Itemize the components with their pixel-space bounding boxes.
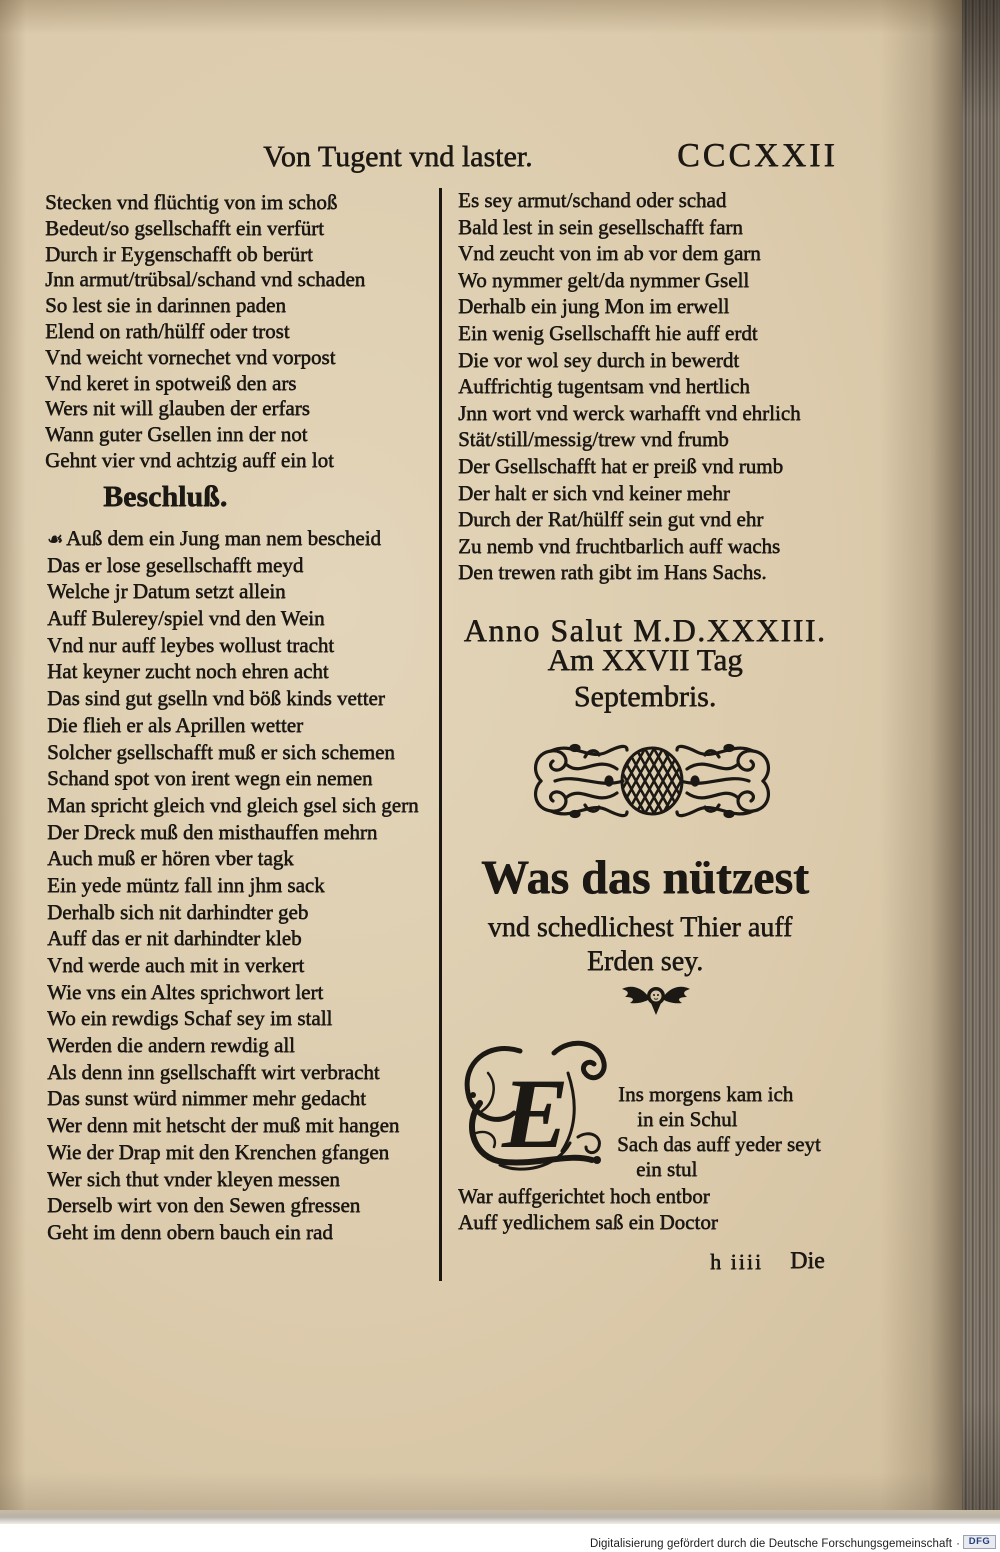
signature-mark: h iiii [710,1249,763,1274]
folio-number: CCCXXII [677,137,838,174]
verse-line: Auffrichtig tugentsam vnd hertlich [458,374,750,399]
right-column-verses [458,187,801,586]
poem-title: Was das nützest [480,851,810,904]
verse-line: Das sunst würd nimmer mehr gedacht [47,1086,367,1111]
verse-line: Wie vns ein Altes sprichwort lert [47,979,324,1004]
verse-line: Bald lest in sein gesellschafft farn [458,214,743,239]
verse-line: Man spricht gleich vnd gleich gsel sich gern [47,792,419,817]
verse-line: Auff das er nit darhindter kleb [47,926,302,951]
poem-line: in ein Schul [637,1107,738,1131]
verse-line: Die flieh er als Aprillen wetter [47,712,303,737]
verse-line: Derselb wirt von den Sewen gfressen [47,1193,361,1218]
verse-line: Schand spot von irent wegn ein nemen [47,766,373,791]
decorated-initial [458,1033,618,1175]
poem-line: War auffgerichtet hoch entbor [458,1184,710,1208]
verse-line: Das er lose gesellschafft meyd [47,552,304,577]
verse-line: Wo nymmer gelt/da nymmer Gsell [458,267,750,292]
poem-title-line-3: Erden sey. [586,946,704,977]
book-page-edges [962,0,1000,1518]
verse-line: Auch muß er hören vber tagk [47,846,294,871]
poem-line: Sach das auff yeder seyt [617,1132,821,1156]
verse-line: Bedeut/so gsellschafft ein verfürt [45,215,324,240]
section-heading: Beschluß. [103,480,228,513]
verse-line: Der halt er sich vnd keiner mehr [458,480,730,505]
scan-border [0,1510,1000,1524]
winged-head-ornament [620,982,692,1016]
verse-line: Der Gsellschafft hat er preiß vnd rumb [458,453,784,478]
catchword: Die [790,1248,825,1274]
verse-line: Ein yede müntz fall inn jhm sack [47,872,325,897]
colophon-year: Anno Salut M.D.XXXIII. [463,612,827,648]
credit-bar [0,1524,1000,1552]
fleuron-icon [47,526,66,553]
verse-line: Vnd nur auff leybes wollust tracht [47,632,335,657]
verse-line: Wers nit will glauben der erfars [45,396,310,421]
poem-title-line-2: vnd schedlichest Thier auff [487,912,793,943]
verse-line: Wer sich thut vnder kleyen messen [47,1166,340,1191]
verse-line: Durch der Rat/hülff sein gut vnd ehr [458,507,764,532]
verse-line: Hat keyner zucht noch ehren acht [47,659,329,684]
verse-line [47,525,419,552]
poem-line: ein stul [636,1157,698,1181]
verse-line: Auff Bulerey/spiel vnd den Wein [47,606,325,631]
verse-line: Das sind gut gselln vnd böß kinds vetter [47,686,385,711]
verse-line: So lest sie in darinnen paden [45,293,286,318]
verse-line: Gehnt vier vnd achtzig auff ein lot [45,447,334,472]
verse-line: Stecken vnd flüchtig von im schoß [45,190,338,214]
verse-line: Wer denn mit hetscht der muß mit hangen [47,1113,400,1138]
verse-line: Wo ein rewdigs Schaf sey im stall [47,1006,333,1031]
verse-line: Der Dreck muß den misthauffen mehrn [47,819,378,844]
verse-line: Vnd keret in spotweiß den ars [45,370,297,395]
poem-line: Ins morgens kam ich [618,1082,794,1106]
verse-line: Vnd werde auch mit in verkert [47,953,305,977]
colophon-day: Am XXVII Tag [547,642,743,677]
knotwork-ornament [527,735,777,827]
verse-line: Zu nemb vnd fruchtbarlich auff wachs [458,533,781,558]
verse-line: Den trewen rath gibt im Hans Sachs. [458,560,767,585]
verse-line: Werden die andern rewdig all [47,1033,295,1058]
verse-line: Solcher gsellschafft muß er sich schemen [47,739,395,764]
verse-line: Ein wenig Gsellschafft hie auff erdt [458,320,758,345]
column-rule [439,188,442,1281]
colophon-month: Septembris. [573,680,717,713]
dfg-logo: DFG [963,1535,996,1549]
verse-line: Elend on rath/hülff oder trost [45,318,290,343]
verse-line: Vnd weicht vornechet vnd vorpost [45,344,336,369]
verse-line: Jnn armut/trübsal/schand vnd schaden [45,267,366,292]
verse-line: Es sey armut/schand oder schad [458,188,727,212]
running-title: Von Tugent vnd laster. [263,140,533,173]
conclusion-verses [47,525,419,1246]
verse-line: Durch ir Eygenschafft ob berürt [45,241,313,266]
verse-line: Wie der Drap mit den Krenchen gfangen [47,1139,390,1164]
verse-line: Derhalb ein jung Mon im erwell [458,294,730,319]
credit-text: Digitalisierung gefördert durch die Deutsche Forschungsgemeinschaft [589,1538,953,1550]
verse-line: Jnn wort vnd werck warhafft vnd ehrlich [458,400,801,425]
left-column-verses [45,190,365,474]
verse-line: Geht im denn obern bauch ein rad [47,1219,333,1244]
verse-line: Vnd zeucht von im ab vor dem garn [458,241,761,266]
verse-line: Als denn inn gsellschafft wirt verbracht [47,1059,380,1084]
credit-text-wrapper [590,1536,960,1552]
verse-line: Wann guter Gsellen inn der not [45,422,308,447]
verse-line: Derhalb sich nit darhindter geb [47,899,309,924]
verse-text: Auß dem ein Jung man nem bescheid [66,526,381,550]
verse-line: Welche jr Datum setzt allein [47,579,286,604]
poem-line: Auff yedlichem saß ein Doctor [458,1210,718,1234]
verse-line: Stät/still/messig/trew vnd frumb [458,427,729,452]
verse-line: Die vor wol sey durch in bewerdt [458,347,740,372]
credit-separator: · [956,1538,960,1550]
initial-letter: E [502,1058,569,1169]
